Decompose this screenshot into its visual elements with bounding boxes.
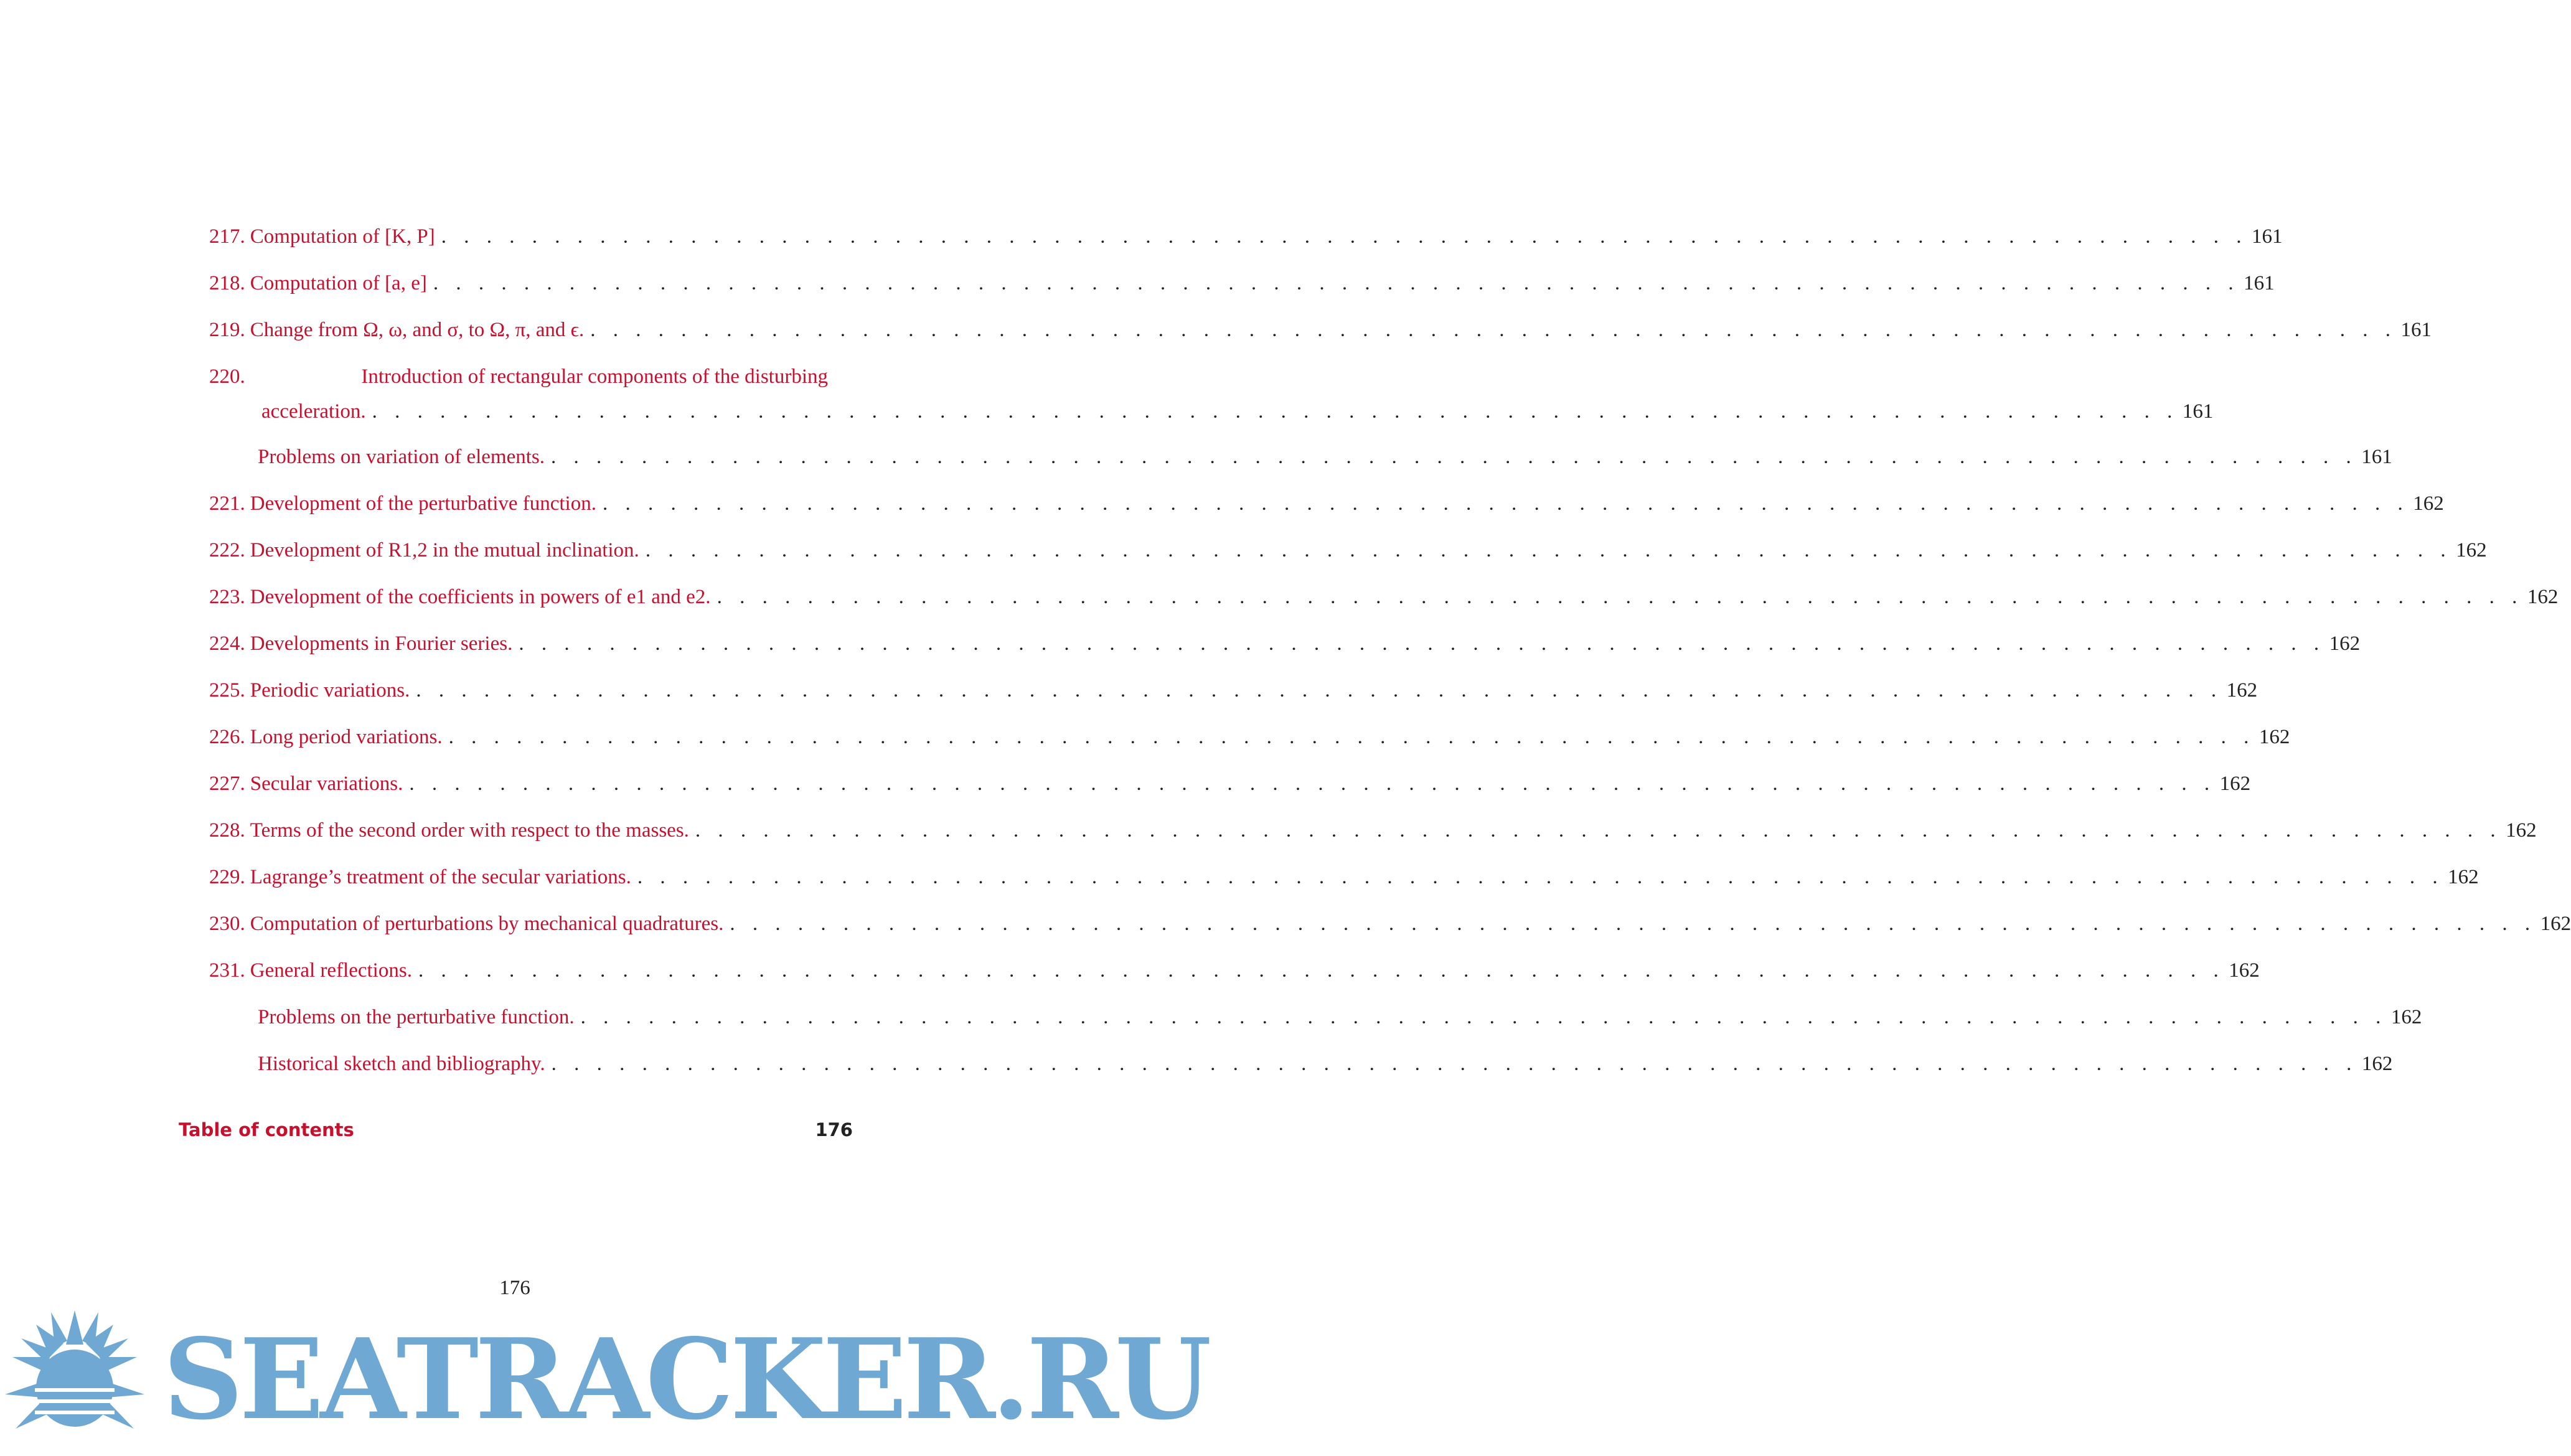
toc-entry-229[interactable] — [209, 860, 2479, 906]
dot-leader — [372, 394, 2179, 429]
entry-title: Development of the perturbative function. — [250, 492, 596, 515]
dot-leader — [433, 266, 2240, 301]
toc-final-page: 176 — [815, 1119, 853, 1140]
entry-title: Lagrange’s treatment of the secular variations. — [250, 866, 631, 888]
dot-leader — [730, 906, 2536, 941]
entry-page: 161 — [2182, 400, 2214, 423]
dot-leader — [551, 439, 2357, 474]
dot-leader — [441, 219, 2248, 254]
entry-number: 227. — [209, 773, 245, 795]
toc-entry-223[interactable] — [209, 580, 2559, 626]
entry-page: 161 — [2244, 272, 2275, 294]
entry-number: 219. — [209, 319, 245, 341]
dot-leader — [603, 486, 2409, 521]
dot-leader — [581, 1000, 2387, 1035]
toc-entry-231[interactable] — [209, 953, 2260, 1000]
dot-leader — [695, 813, 2502, 848]
entry-title: Problems on variation of elements. — [258, 446, 545, 468]
toc-entry-222[interactable] — [209, 533, 2487, 580]
entry-number: 231. — [209, 959, 245, 982]
entry-number: 226. — [209, 726, 245, 748]
toc-entry-220[interactable] — [209, 359, 2214, 439]
entry-page: 161 — [2251, 225, 2283, 248]
toc-entry-219[interactable] — [209, 312, 2432, 359]
entry-title: Development of R1,2 in the mutual inclination. — [250, 539, 639, 561]
entry-number: 221. — [209, 492, 245, 515]
entry-title: Developments in Fourier series. — [250, 632, 513, 655]
toc-entry-225[interactable] — [209, 673, 2258, 720]
entry-number: 229. — [209, 866, 245, 888]
entry-page: 162 — [2506, 819, 2537, 842]
toc-entry-221[interactable] — [209, 486, 2444, 533]
entry-number: 220. — [209, 365, 245, 388]
toc-list — [209, 219, 2571, 1093]
toc-entry-historical-sketch[interactable] — [209, 1046, 2393, 1093]
entry-page: 162 — [2540, 913, 2571, 935]
dot-leader — [717, 580, 2524, 614]
toc-entry-problems-perturbative[interactable] — [209, 1000, 2422, 1046]
entry-number: 230. — [209, 913, 245, 935]
entry-page: 161 — [2400, 319, 2432, 341]
sun-icon — [5, 1310, 144, 1429]
entry-page: 162 — [2361, 1053, 2393, 1075]
entry-title: Periodic variations. — [250, 679, 410, 702]
toc-entry-226[interactable] — [209, 720, 2290, 766]
entry-title: General reflections. — [250, 959, 412, 982]
entry-title: Secular variations. — [250, 773, 403, 795]
entry-page: 162 — [2527, 586, 2559, 608]
entry-page: 162 — [2413, 492, 2444, 515]
entry-title: Computation of [a, e] — [250, 272, 427, 294]
entry-title: Development of the coefficients in powers of e1 and e2. — [250, 586, 711, 608]
toc-entry-table-of-contents[interactable] — [179, 1117, 853, 1142]
dot-leader — [590, 312, 2397, 347]
entry-number: 224. — [209, 632, 245, 655]
entry-title: Historical sketch and bibliography. — [258, 1053, 545, 1075]
entry-page: 161 — [2361, 446, 2392, 468]
dot-leader — [519, 626, 2325, 661]
entry-number: 223. — [209, 586, 245, 608]
dot-leader — [409, 766, 2216, 801]
page-number: 176 — [499, 1277, 530, 1299]
toc-entry-218[interactable] — [209, 266, 2275, 312]
entry-page: 162 — [2258, 726, 2290, 748]
entry-title: Computation of [K, P] — [250, 225, 435, 248]
entry-page: 162 — [2229, 959, 2260, 982]
watermark-text: SEATRACKER.RU — [163, 1314, 1208, 1444]
entry-title-line2: acceleration. — [261, 400, 366, 423]
toc-entry-224[interactable] — [209, 626, 2361, 673]
dot-leader — [449, 720, 2255, 754]
entry-number: 225. — [209, 679, 245, 702]
dot-leader — [418, 953, 2225, 988]
entry-page: 162 — [2226, 679, 2258, 702]
entry-number: 218. — [209, 272, 245, 294]
entry-title: Change from Ω, ω, and σ, to Ω, π, and ϵ. — [250, 319, 585, 341]
toc-entry-227[interactable] — [209, 766, 2251, 813]
toc-entry-problems-variation[interactable] — [209, 439, 2392, 486]
entry-title: Long period variations. — [250, 726, 443, 748]
toc-entry-228[interactable] — [209, 813, 2537, 860]
entry-title-line1: Introduction of rectangular components of the disturbing — [361, 365, 828, 388]
entry-page: 162 — [2329, 632, 2361, 655]
entry-page: 162 — [2448, 866, 2479, 888]
entry-number: 222. — [209, 539, 245, 561]
dot-leader — [646, 533, 2452, 568]
entry-page: 162 — [2390, 1006, 2422, 1028]
entry-title: Computation of perturbations by mechanical quadratures. — [250, 913, 724, 935]
entry-page: 162 — [2456, 539, 2487, 561]
entry-page: 162 — [2219, 773, 2251, 795]
dot-leader — [637, 860, 2444, 895]
dot-leader — [416, 673, 2222, 708]
entry-number: 228. — [209, 819, 245, 842]
entry-title: Problems on the perturbative function. — [258, 1006, 575, 1028]
entry-title: Terms of the second order with respect to the masses. — [250, 819, 689, 842]
toc-final-label: Table of contents — [179, 1119, 354, 1140]
dot-leader — [552, 1046, 2358, 1081]
toc-entry-217[interactable] — [209, 219, 2283, 266]
toc-entry-230[interactable] — [209, 906, 2571, 953]
entry-number: 217. — [209, 225, 245, 248]
